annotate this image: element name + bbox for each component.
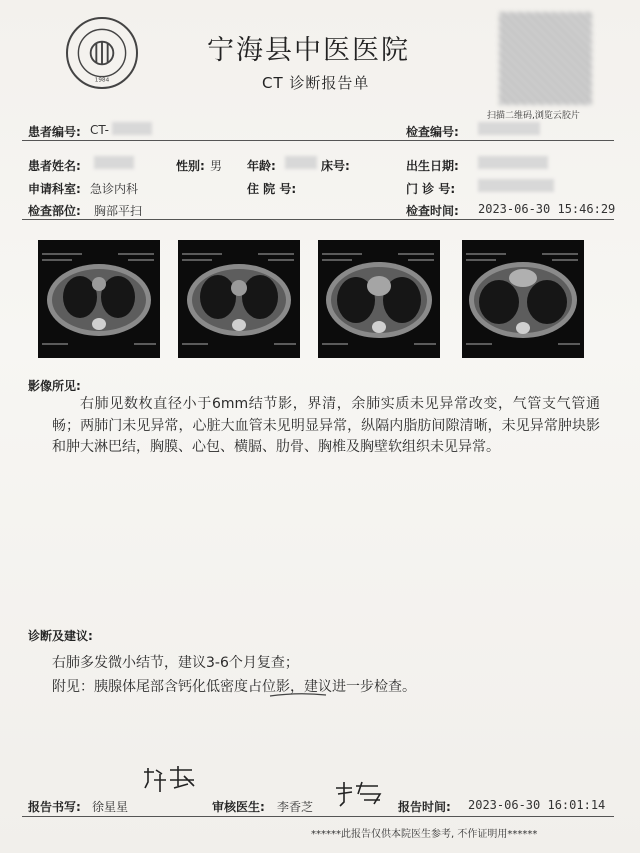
dob-label: 出生日期: xyxy=(406,159,459,173)
inpatient-label: 住 院 号: xyxy=(247,182,297,196)
age-label: 年龄: xyxy=(247,159,276,173)
sex-value: 男 xyxy=(210,159,223,173)
findings-label: 影像所见: xyxy=(28,379,81,393)
diagnosis-line-1: 右肺多发微小结节，建议3-6个月复查； xyxy=(52,655,299,671)
qr-note: 扫描二维码,浏览云胶片 xyxy=(487,111,580,121)
hospital-name: 宁海县中医医院 xyxy=(207,35,410,66)
exam-time-value: 2023-06-30 15:46:29 xyxy=(478,202,616,216)
sex-label: 性别: xyxy=(176,159,205,173)
site-value: 胸部平扫 xyxy=(94,204,143,218)
ct-image-2[interactable] xyxy=(178,240,300,358)
site-label: 检查部位: xyxy=(28,204,81,218)
writer-label: 报告书写: xyxy=(28,800,81,814)
diagnosis-line-2: 附见：胰腺体尾部含钙化低密度占位影，建议进一步检查。 xyxy=(52,679,416,695)
report-time-label: 报告时间: xyxy=(398,800,451,814)
redaction xyxy=(112,122,152,135)
outpatient-label: 门 诊 号: xyxy=(406,182,456,196)
diagnosis-label: 诊断及建议: xyxy=(28,629,93,643)
patient-id-label: 患者编号: xyxy=(28,125,81,139)
patient-name-label: 患者姓名: xyxy=(28,159,81,173)
divider xyxy=(22,140,614,141)
reviewer-label: 审核医生: xyxy=(212,800,265,814)
redaction xyxy=(478,179,554,192)
report-title: CT 诊断报告单 xyxy=(262,74,370,92)
writer-value: 徐星星 xyxy=(92,800,129,814)
dept-label: 申请科室: xyxy=(28,182,81,196)
bed-label: 床号: xyxy=(321,159,350,173)
exam-no-label: 检查编号: xyxy=(406,125,459,139)
underline-mark xyxy=(268,690,328,700)
seal-year: 1984 xyxy=(94,77,110,84)
redaction xyxy=(94,156,134,169)
ct-image-4[interactable] xyxy=(462,240,584,358)
exam-time-label: 检查时间: xyxy=(406,204,459,218)
dept-value: 急诊内科 xyxy=(90,182,139,196)
divider xyxy=(22,816,614,817)
report-time-value: 2023-06-30 16:01:14 xyxy=(468,798,606,812)
redaction xyxy=(478,122,540,135)
hospital-seal-logo xyxy=(66,17,138,89)
findings-text: 右肺见数枚直径小于6mm结节影，界清，余肺实质未见异常改变，气管支气管通畅；两肺门未见异常，心脏大血管未见明显异常，纵隔内脂肪间隙清晰，未见异常肿块影和肿大淋巴结，胸膜、心包、横膈、肋骨、胸椎及胸壁软组织未见异常。 xyxy=(52,396,600,455)
divider xyxy=(22,219,614,220)
qr-code[interactable] xyxy=(499,12,592,105)
reviewer-signature xyxy=(332,780,386,808)
redaction xyxy=(478,156,548,169)
redaction xyxy=(285,156,317,169)
disclaimer: ******此报告仅供本院医生参考, 不作证明用****** xyxy=(311,829,538,840)
patient-id-value: CT- xyxy=(90,123,109,137)
ct-image-3[interactable] xyxy=(318,240,440,358)
writer-signature xyxy=(140,762,202,796)
reviewer-value: 李香芝 xyxy=(277,800,314,814)
ct-image-1[interactable] xyxy=(38,240,160,358)
